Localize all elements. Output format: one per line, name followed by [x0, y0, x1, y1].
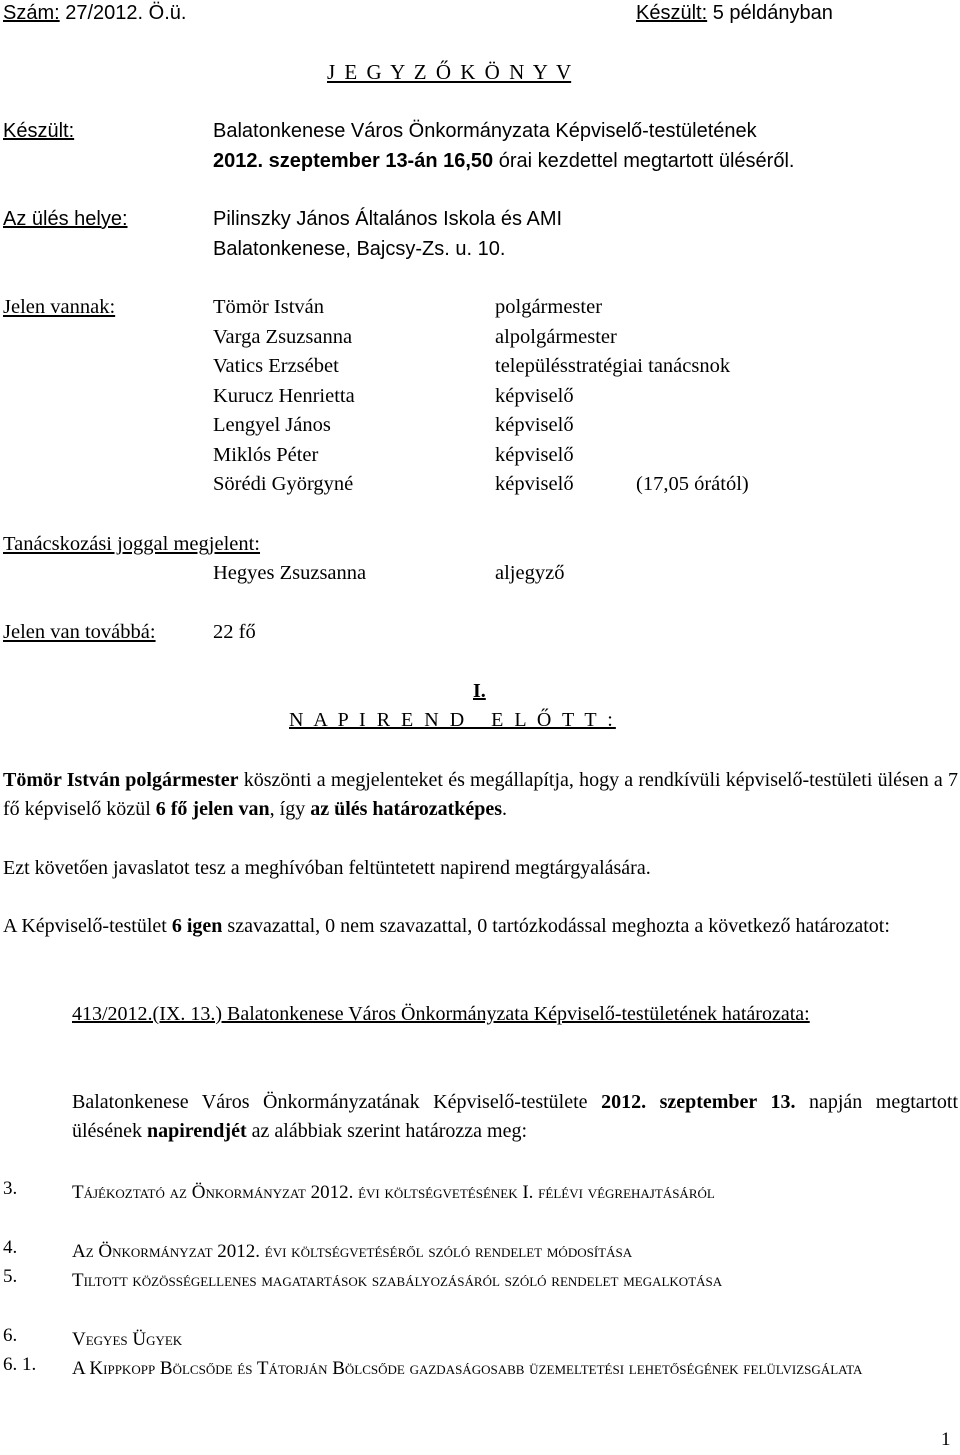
- attendee-name: Tömör István: [213, 296, 325, 318]
- szam-value: 27/2012. Ö.ü.: [65, 2, 187, 24]
- header-keszult: [636, 2, 833, 25]
- meeting-date: 2012. szeptember 13-án 16,50: [213, 150, 494, 172]
- agenda-number: 6. 1.: [3, 1354, 37, 1375]
- agenda-item: Az Önkormányzat 2012. évi költségvetéséről szóló rendelet módosítása: [72, 1241, 633, 1262]
- attendee-role: képviselő: [495, 443, 574, 466]
- attendee-role: alpolgármester: [495, 325, 617, 348]
- keszult-count-label: Készült:: [636, 2, 708, 24]
- tanacskozasi-role: aljegyző: [495, 562, 565, 584]
- attendee-role: képviselő: [495, 473, 574, 495]
- p1-quorum: az ülés határozatképes: [310, 798, 503, 820]
- resolution-body-e: az alábbiak szerint határozza meg:: [246, 1120, 528, 1142]
- attendee-note: (17,05 órától): [636, 473, 749, 495]
- document-title: J E G Y Z Ő K Ö N Y V: [327, 60, 572, 84]
- keszult-count-value: 5 példányban: [712, 2, 833, 24]
- p1-text2: , így: [269, 798, 311, 820]
- resolution-title: [72, 1000, 958, 1029]
- tanacskozasi-label: Tanácskozási joggal megjelent:: [3, 533, 261, 555]
- szam-label: Szám:: [3, 2, 60, 24]
- attendee-name: Kurucz Henrietta: [213, 384, 355, 407]
- resolution-body-a: Balatonkenese Város Önkormányzatának Képviselő-testülete: [72, 1091, 602, 1113]
- resolution-title-text: 413/2012.(IX. 13.) Balatonkenese Város Önkormányzata Képviselő-testületének határozata:: [72, 1003, 810, 1025]
- attendee-role: képviselő: [495, 414, 574, 436]
- attendee-role: településstratégiai tanácsnok: [495, 355, 731, 377]
- hely-line2: Balatonkenese, Bajcsy-Zs. u. 10.: [213, 238, 506, 260]
- meeting-time-rest: órai kezdettel megtartott üléséről.: [498, 150, 795, 172]
- attendee-role: polgármester: [495, 296, 603, 318]
- tovabba-value: 22 fő: [213, 621, 256, 643]
- agenda-item: Tájékoztató az Önkormányzat 2012. évi költségvetésének I. félévi végrehajtásáról: [72, 1182, 715, 1203]
- attendee-role: képviselő: [495, 384, 574, 407]
- resolution-agenda-word: napirendjét: [146, 1120, 247, 1142]
- agenda-number: 4.: [3, 1237, 18, 1258]
- tanacskozasi-name: Hegyes Zsuzsanna: [213, 562, 367, 584]
- tovabba-label: Jelen van továbbá:: [3, 621, 156, 643]
- keszult-line1: Balatonkenese Város Önkormányzata Képviselő-testületének: [213, 120, 757, 142]
- jelen-label: Jelen vannak:: [3, 296, 116, 318]
- paragraph-proposal: Ezt követően javaslatot tesz a meghívóban feltüntetett napirend megtárgyalására.: [3, 857, 651, 879]
- paragraph-vote: [3, 912, 958, 941]
- agenda-number: 3.: [3, 1178, 18, 1199]
- p1-present: 6 fő jelen van: [155, 798, 270, 820]
- attendee-name: Vatics Erzsébet: [213, 355, 339, 377]
- attendee-name: Varga Zsuzsanna: [213, 325, 353, 348]
- section-number: I.: [473, 680, 486, 702]
- p1-text: köszönti a megjelenteket és megállapítja, hogy a rendkívüli képviselő-testületi ülésen a 7 fő képviselő közül: [3, 769, 958, 820]
- attendee-name: Sörédi Györgyné: [213, 473, 354, 495]
- mayor-name: Tömör István polgármester: [3, 769, 239, 791]
- keszult-line2: [213, 150, 794, 173]
- p3-text2: szavazattal, 0 nem szavazattal, 0 tartózkodással meghozta a következő határozatot:: [222, 915, 890, 937]
- section-title: N A P I R E N D E L Ő T T :: [289, 709, 616, 731]
- agenda-number: 6.: [3, 1325, 18, 1346]
- keszult-label: Készült:: [3, 120, 75, 142]
- attendee-name: Lengyel János: [213, 414, 331, 436]
- resolution-body: [72, 1088, 958, 1146]
- agenda-item: Vegyes Ügyek: [72, 1329, 183, 1350]
- attendee-name: Miklós Péter: [213, 443, 319, 466]
- paragraph-opening: [3, 766, 958, 824]
- resolution-date: 2012. szeptember 13.: [601, 1091, 796, 1113]
- hely-line1: Pilinszky János Általános Iskola és AMI: [213, 208, 563, 230]
- agenda-number: 5.: [3, 1266, 18, 1287]
- agenda-item: Tiltott közösségellenes magatartások szabályozásáról szóló rendelet megalkotása: [72, 1270, 723, 1291]
- p3-yes: 6 igen: [171, 915, 223, 937]
- agenda-item: A Kippkopp Bölcsőde és Tátorján Bölcsőde gazdaságosabb üzemeltetési lehetőségének felülvizsgálata: [72, 1358, 863, 1379]
- hely-label: Az ülés helye:: [3, 208, 128, 230]
- page-number: 1: [941, 1429, 951, 1450]
- resolution-body-c: napján megtartott ülésének: [72, 1091, 958, 1142]
- header-szam: [3, 2, 186, 25]
- p3-text: A Képviselő-testület: [3, 915, 172, 937]
- p1-end: .: [502, 798, 508, 820]
